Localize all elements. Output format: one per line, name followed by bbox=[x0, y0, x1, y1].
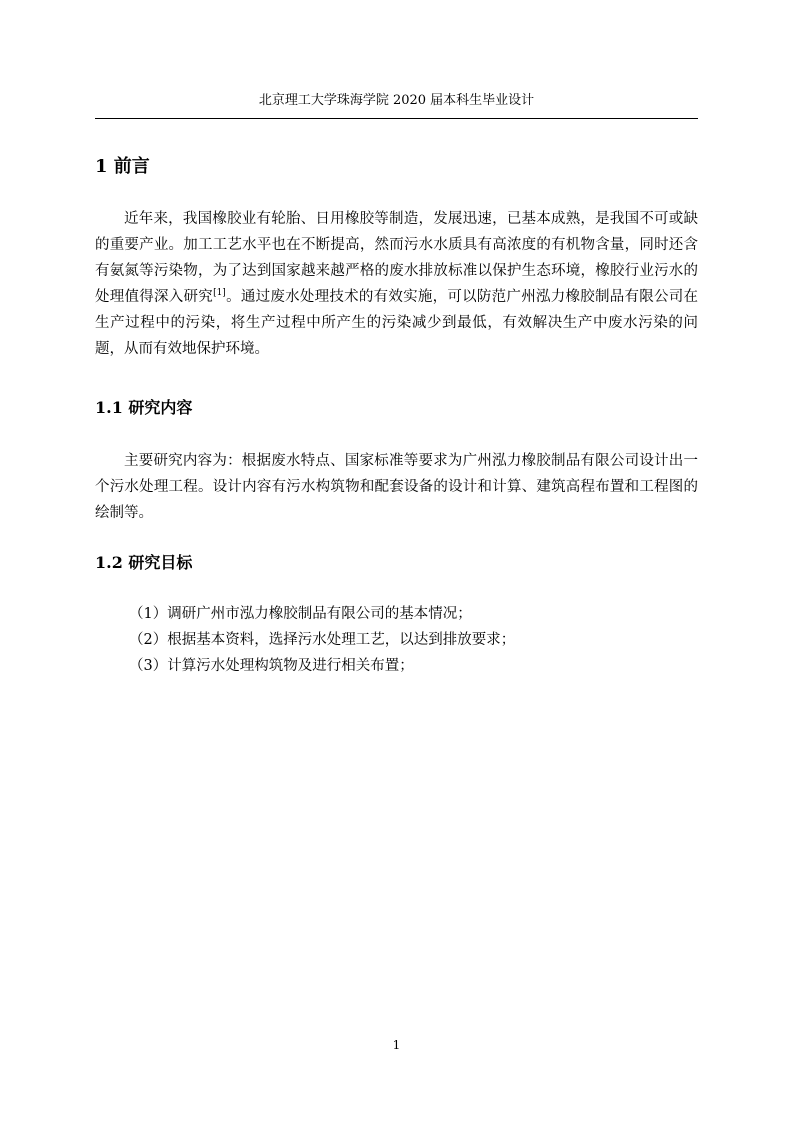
page-header bbox=[95, 91, 698, 119]
intro-text-part1: 近年来，我国橡胶业有轮胎、日用橡胶等制造，发展迅速，已基本成熟，是我国不可或缺的重要产业。加工工艺水平也在不断提高，然而污水水质具有高浓度的有机物含量，同时还含有氨氮等污染物，为了达到国家越来越严格的废水排放标准以保护生态环境，橡胶行业污水的处理值得深入研究 bbox=[95, 211, 698, 305]
research-content-paragraph: 主要研究内容为：根据废水特点、国家标准等要求为广州泓力橡胶制品有限公司设计出一个污水处理工程。设计内容有污水构筑物和配套设备的设计和计算、建筑高程布置和工程图的绘制等。 bbox=[95, 453, 698, 521]
list-item: （1）调研广州市泓力橡胶制品有限公司的基本情况； bbox=[129, 606, 472, 622]
section-heading-research-goals: 1.2 研究目标 bbox=[95, 553, 193, 572]
list-item: （2）根据基本资料，选择污水处理工艺，以达到排放要求； bbox=[129, 632, 516, 648]
citation-ref: [1] bbox=[213, 288, 226, 299]
list-item: （3）计算污水处理构筑物及进行相关布置； bbox=[129, 658, 414, 674]
header-title: 北京理工大学珠海学院 2020 届本科生毕业设计 bbox=[258, 93, 535, 108]
intro-text-part2: 。通过废水处理技术的有效实施，可以防范广州泓力橡胶制品有限公司在生产过程中的污染，将生产过程中所产生的污染减少到最低，有效解决生产中废水污染的问题，从而有效地保护环境。 bbox=[95, 289, 699, 357]
introduction-paragraph bbox=[95, 206, 698, 362]
research-goals-list bbox=[95, 601, 698, 679]
section-heading-introduction: 1 前言 bbox=[95, 156, 150, 177]
section-heading-research-content: 1.1 研究内容 bbox=[95, 398, 193, 417]
page-number: 1 bbox=[392, 1038, 401, 1052]
